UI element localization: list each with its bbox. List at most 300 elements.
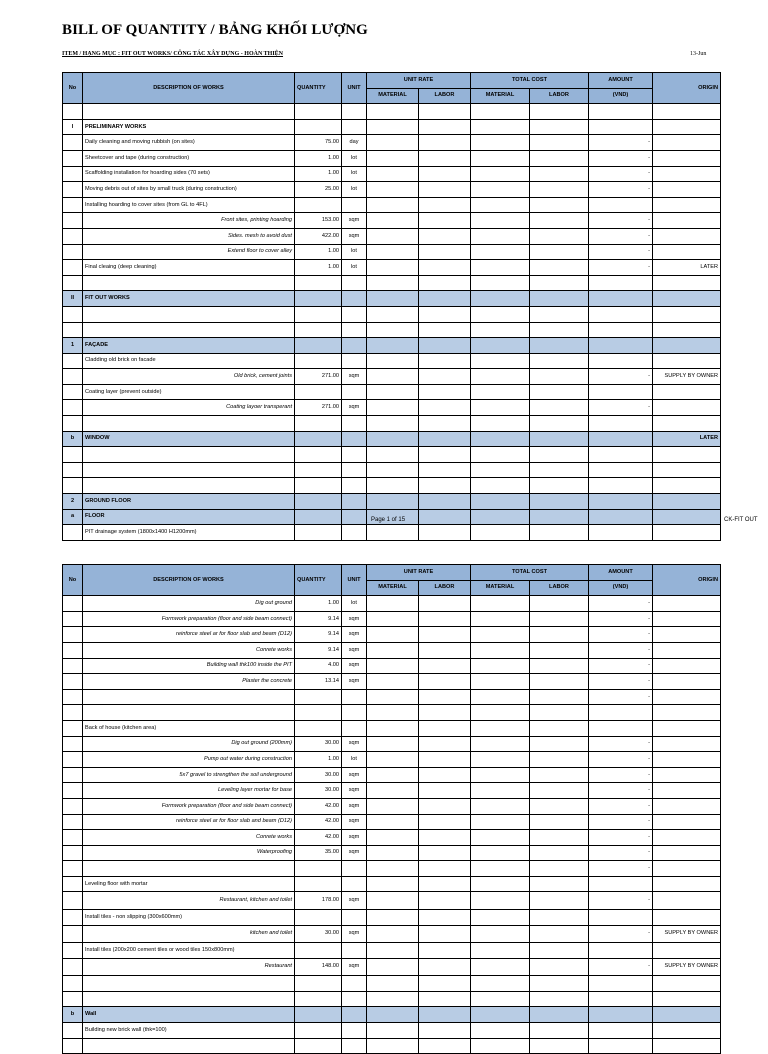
cell-no <box>63 275 83 291</box>
cell-unit <box>342 1022 367 1038</box>
header-quantity: QUANTITY <box>295 565 342 596</box>
cell-cost-labor <box>530 611 589 627</box>
cell-rate-material <box>367 119 419 135</box>
cell-description: Extend floor to cover alley <box>83 244 295 260</box>
cell-cost-material <box>471 627 530 643</box>
cell-rate-material <box>367 431 419 447</box>
cell-description: Building new brick wall (thk=100) <box>83 1022 295 1038</box>
cell-rate-material <box>367 1007 419 1023</box>
cell-amount <box>589 1022 653 1038</box>
cell-cost-labor <box>530 400 589 416</box>
cell-description <box>83 991 295 1007</box>
cell-rate-material <box>367 943 419 959</box>
cell-cost-labor <box>530 783 589 799</box>
cell-cost-labor <box>530 525 589 541</box>
cell-quantity <box>295 275 342 291</box>
cell-description: Pump out water during construction <box>83 752 295 768</box>
item-row <box>63 182 721 198</box>
cell-amount <box>589 104 653 120</box>
cell-cost-material <box>471 1022 530 1038</box>
cell-rate-labor <box>419 353 471 369</box>
cell-description: 5x7 gravel to strengthen the soil underground <box>83 767 295 783</box>
cell-cost-material <box>471 705 530 721</box>
cell-no: b <box>63 431 83 447</box>
cell-cost-labor <box>530 213 589 229</box>
header-origin: ORIGIN <box>653 73 721 104</box>
cell-amount <box>589 275 653 291</box>
cell-rate-labor <box>419 322 471 338</box>
cell-cost-material <box>471 976 530 992</box>
cell-cost-material <box>471 478 530 494</box>
cell-cost-material <box>471 135 530 151</box>
cell-rate-labor <box>419 767 471 783</box>
cell-quantity: 1.00 <box>295 150 342 166</box>
cell-rate-material <box>367 182 419 198</box>
cell-no <box>63 861 83 877</box>
cell-quantity <box>295 416 342 432</box>
cell-origin <box>653 213 721 229</box>
cell-rate-material <box>367 228 419 244</box>
cell-rate-labor <box>419 431 471 447</box>
cell-amount <box>589 322 653 338</box>
cell-cost-material <box>471 213 530 229</box>
cell-unit: sqm <box>342 627 367 643</box>
cell-origin <box>653 1007 721 1023</box>
cell-description <box>83 1038 295 1054</box>
cell-description: Leveling floor with mortar <box>83 876 295 892</box>
cell-origin <box>653 892 721 910</box>
sheet-name: CK-FIT OUT <box>724 517 758 523</box>
cell-description: Wall <box>83 1007 295 1023</box>
cell-cost-labor <box>530 416 589 432</box>
cell-amount <box>589 431 653 447</box>
cell-no <box>63 213 83 229</box>
cell-origin <box>653 976 721 992</box>
cell-cost-labor <box>530 627 589 643</box>
cell-no <box>63 400 83 416</box>
cell-rate-material <box>367 197 419 213</box>
cell-description: Leveling layer mortar for base <box>83 783 295 799</box>
cell-rate-material <box>367 876 419 892</box>
cell-amount: - <box>589 736 653 752</box>
cell-cost-material <box>471 861 530 877</box>
cell-origin <box>653 627 721 643</box>
item-row <box>63 958 721 976</box>
cell-rate-material <box>367 909 419 925</box>
cell-origin <box>653 104 721 120</box>
cell-description <box>83 306 295 322</box>
cell-cost-material <box>471 720 530 736</box>
cell-quantity: 422.00 <box>295 228 342 244</box>
cell-cost-labor <box>530 182 589 198</box>
cell-no <box>63 306 83 322</box>
blank-row <box>63 705 721 721</box>
cell-description: PIT drainage system (1800x1400 H1200mm) <box>83 525 295 541</box>
cell-cost-labor <box>530 369 589 385</box>
cell-origin: SUPPLY BY OWNER <box>653 958 721 976</box>
cell-unit <box>342 197 367 213</box>
cell-rate-material <box>367 976 419 992</box>
cell-quantity: 178.00 <box>295 892 342 910</box>
cell-origin <box>653 861 721 877</box>
cell-rate-material <box>367 814 419 830</box>
cell-rate-labor <box>419 104 471 120</box>
cell-no <box>63 369 83 385</box>
cell-description: Dig out ground <box>83 596 295 612</box>
cell-origin <box>653 830 721 846</box>
item-row <box>63 1022 721 1038</box>
cell-cost-labor <box>530 431 589 447</box>
cell-description: Install tiles (200x200 cement tiles or wood tiles 150x800mm) <box>83 943 295 959</box>
cell-rate-material <box>367 925 419 943</box>
cell-no <box>63 478 83 494</box>
cell-description: FAÇADE <box>83 338 295 354</box>
header-quantity: QUANTITY <box>295 73 342 104</box>
blank-row <box>63 306 721 322</box>
cell-amount: - <box>589 892 653 910</box>
cell-unit <box>342 447 367 463</box>
cell-quantity <box>295 119 342 135</box>
cell-origin <box>653 783 721 799</box>
item-row <box>63 596 721 612</box>
cell-cost-material <box>471 244 530 260</box>
cell-no: b <box>63 1007 83 1023</box>
item-row <box>63 689 721 705</box>
cell-cost-labor <box>530 705 589 721</box>
cell-unit <box>342 876 367 892</box>
cell-no <box>63 104 83 120</box>
cell-unit: sqm <box>342 658 367 674</box>
cell-cost-labor <box>530 876 589 892</box>
header-description: DESCRIPTION OF WORKS <box>83 73 295 104</box>
cell-amount <box>589 1007 653 1023</box>
cell-rate-labor <box>419 1022 471 1038</box>
cell-rate-material <box>367 674 419 690</box>
blank-row <box>63 1038 721 1054</box>
cell-quantity: 271.00 <box>295 369 342 385</box>
cell-origin <box>653 736 721 752</box>
cell-origin <box>653 767 721 783</box>
cell-description: WINDOW <box>83 431 295 447</box>
cell-unit <box>342 861 367 877</box>
cell-amount: - <box>589 182 653 198</box>
cell-rate-material <box>367 783 419 799</box>
item-row <box>63 369 721 385</box>
cell-unit: sqm <box>342 611 367 627</box>
item-row <box>63 642 721 658</box>
cell-cost-material <box>471 462 530 478</box>
cell-amount: - <box>589 958 653 976</box>
cell-no <box>63 322 83 338</box>
cell-amount: - <box>589 400 653 416</box>
cell-cost-material <box>471 658 530 674</box>
boq-table-page-2 <box>62 564 721 1054</box>
cell-rate-material <box>367 958 419 976</box>
cell-cost-material <box>471 447 530 463</box>
cell-rate-labor <box>419 814 471 830</box>
item-row <box>63 611 721 627</box>
cell-cost-labor <box>530 275 589 291</box>
cell-amount <box>589 525 653 541</box>
cell-cost-material <box>471 150 530 166</box>
cell-quantity: 4.00 <box>295 658 342 674</box>
cell-quantity <box>295 431 342 447</box>
cell-amount <box>589 119 653 135</box>
cell-no: 2 <box>63 494 83 510</box>
cell-rate-labor <box>419 845 471 861</box>
table-2-body <box>63 565 721 1054</box>
cell-rate-material <box>367 658 419 674</box>
cell-rate-labor <box>419 658 471 674</box>
cell-origin <box>653 798 721 814</box>
cell-quantity <box>295 861 342 877</box>
header-row <box>63 565 721 581</box>
cell-quantity: 42.00 <box>295 830 342 846</box>
cell-rate-material <box>367 384 419 400</box>
cell-cost-material <box>471 306 530 322</box>
cell-no: a <box>63 509 83 525</box>
cell-rate-labor <box>419 596 471 612</box>
item-row <box>63 119 721 135</box>
item-row <box>63 814 721 830</box>
cell-rate-labor <box>419 213 471 229</box>
page-number: Page 1 of 15 <box>371 517 406 523</box>
cell-rate-material <box>367 1022 419 1038</box>
section-row <box>63 494 721 510</box>
cell-origin <box>653 119 721 135</box>
cell-no <box>63 228 83 244</box>
cell-rate-labor <box>419 150 471 166</box>
cell-origin <box>653 384 721 400</box>
cell-description: kitchen and toilet <box>83 925 295 943</box>
cell-rate-labor <box>419 909 471 925</box>
cell-cost-material <box>471 182 530 198</box>
item-row <box>63 400 721 416</box>
cell-rate-labor <box>419 861 471 877</box>
cell-cost-material <box>471 611 530 627</box>
cell-amount: - <box>589 783 653 799</box>
cell-cost-labor <box>530 228 589 244</box>
cell-unit: sqm <box>342 228 367 244</box>
item-row <box>63 892 721 910</box>
cell-origin <box>653 135 721 151</box>
cell-no <box>63 705 83 721</box>
cell-unit: day <box>342 135 367 151</box>
header-cost-labor: LABOR <box>530 580 589 596</box>
cell-rate-labor <box>419 798 471 814</box>
cell-cost-labor <box>530 166 589 182</box>
cell-no <box>63 736 83 752</box>
header-cost-material: MATERIAL <box>471 580 530 596</box>
cell-origin <box>653 462 721 478</box>
cell-amount <box>589 197 653 213</box>
cell-cost-labor <box>530 384 589 400</box>
cell-rate-labor <box>419 976 471 992</box>
cell-cost-labor <box>530 338 589 354</box>
cell-rate-material <box>367 830 419 846</box>
cell-rate-material <box>367 1038 419 1054</box>
cell-description: Restaurant <box>83 958 295 976</box>
cell-description <box>83 976 295 992</box>
cell-rate-labor <box>419 752 471 768</box>
cell-quantity <box>295 478 342 494</box>
cell-origin <box>653 611 721 627</box>
cell-rate-labor <box>419 478 471 494</box>
cell-origin <box>653 509 721 525</box>
cell-rate-labor <box>419 642 471 658</box>
cell-quantity <box>295 689 342 705</box>
cell-description: Back of house (kitchen area) <box>83 720 295 736</box>
cell-no <box>63 260 83 276</box>
cell-cost-labor <box>530 447 589 463</box>
cell-unit <box>342 1038 367 1054</box>
cell-rate-labor <box>419 306 471 322</box>
cell-amount <box>589 384 653 400</box>
cell-cost-material <box>471 876 530 892</box>
cell-unit: sqm <box>342 369 367 385</box>
cell-cost-labor <box>530 596 589 612</box>
cell-origin: SUPPLY BY OWNER <box>653 369 721 385</box>
cell-amount: - <box>589 674 653 690</box>
cell-amount <box>589 338 653 354</box>
cell-quantity: 153.00 <box>295 213 342 229</box>
cell-cost-material <box>471 353 530 369</box>
cell-amount: - <box>589 689 653 705</box>
cell-unit: sqm <box>342 674 367 690</box>
cell-rate-labor <box>419 119 471 135</box>
cell-rate-labor <box>419 876 471 892</box>
cell-rate-material <box>367 338 419 354</box>
cell-rate-material <box>367 689 419 705</box>
cell-cost-material <box>471 166 530 182</box>
cell-cost-material <box>471 1007 530 1023</box>
cell-rate-labor <box>419 689 471 705</box>
cell-cost-labor <box>530 478 589 494</box>
cell-amount: - <box>589 166 653 182</box>
cell-quantity: 1.00 <box>295 260 342 276</box>
cell-origin <box>653 705 721 721</box>
cell-amount: - <box>589 150 653 166</box>
cell-no <box>63 767 83 783</box>
cell-description: Install tiles - non slipping (300x600mm) <box>83 909 295 925</box>
cell-cost-material <box>471 830 530 846</box>
item-row <box>63 197 721 213</box>
cell-quantity <box>295 338 342 354</box>
cell-origin <box>653 338 721 354</box>
cell-origin <box>653 642 721 658</box>
cell-unit: lot <box>342 166 367 182</box>
cell-cost-labor <box>530 958 589 976</box>
header-rate-labor: LABOR <box>419 580 471 596</box>
cell-cost-labor <box>530 104 589 120</box>
cell-rate-labor <box>419 384 471 400</box>
cell-cost-labor <box>530 830 589 846</box>
item-row <box>63 876 721 892</box>
cell-quantity: 30.00 <box>295 783 342 799</box>
cell-rate-labor <box>419 244 471 260</box>
blank-row <box>63 991 721 1007</box>
cell-origin <box>653 150 721 166</box>
cell-origin <box>653 244 721 260</box>
cell-amount <box>589 306 653 322</box>
item-row <box>63 783 721 799</box>
cell-no <box>63 1022 83 1038</box>
cell-cost-material <box>471 197 530 213</box>
cell-rate-labor <box>419 166 471 182</box>
cell-description: Moving debris out of sites by small truck (during construction) <box>83 182 295 198</box>
cell-quantity: 9.14 <box>295 627 342 643</box>
cell-no <box>63 658 83 674</box>
blank-row <box>63 104 721 120</box>
cell-description: Daily cleaning and moving rubbish (on sites) <box>83 135 295 151</box>
cell-rate-labor <box>419 674 471 690</box>
cell-origin <box>653 166 721 182</box>
cell-no <box>63 925 83 943</box>
cell-cost-labor <box>530 197 589 213</box>
cell-cost-labor <box>530 861 589 877</box>
cell-description: reinforce steel ar for floor slab and beam (D12) <box>83 814 295 830</box>
section-row <box>63 338 721 354</box>
cell-no <box>63 150 83 166</box>
cell-cost-labor <box>530 119 589 135</box>
cell-cost-labor <box>530 260 589 276</box>
document-date: 13-Jun <box>690 51 707 57</box>
cell-description: Formwork preparation (floor and side beam connect) <box>83 611 295 627</box>
cell-no <box>63 611 83 627</box>
cell-quantity: 1.00 <box>295 166 342 182</box>
cell-cost-labor <box>530 925 589 943</box>
cell-quantity: 148.00 <box>295 958 342 976</box>
cell-quantity: 25.00 <box>295 182 342 198</box>
cell-rate-labor <box>419 958 471 976</box>
cell-cost-labor <box>530 976 589 992</box>
cell-rate-labor <box>419 447 471 463</box>
cell-cost-material <box>471 845 530 861</box>
cell-quantity <box>295 876 342 892</box>
cell-cost-labor <box>530 494 589 510</box>
cell-description: GROUND FLOOR <box>83 494 295 510</box>
cell-quantity <box>295 104 342 120</box>
cell-amount: - <box>589 627 653 643</box>
cell-origin <box>653 525 721 541</box>
cell-no <box>63 830 83 846</box>
cell-unit: lot <box>342 150 367 166</box>
item-row <box>63 861 721 877</box>
cell-origin <box>653 876 721 892</box>
cell-no <box>63 197 83 213</box>
cell-description: Final cleaing (deep cleaning) <box>83 260 295 276</box>
cell-rate-labor <box>419 736 471 752</box>
header-unit-rate: UNIT RATE <box>367 73 471 89</box>
cell-description <box>83 275 295 291</box>
cell-unit <box>342 494 367 510</box>
item-row <box>63 925 721 943</box>
cell-rate-material <box>367 611 419 627</box>
cell-rate-material <box>367 322 419 338</box>
cell-amount: - <box>589 260 653 276</box>
cell-description: Sheetcover and tape (during construction) <box>83 150 295 166</box>
cell-unit: sqm <box>342 830 367 846</box>
cell-description <box>83 689 295 705</box>
cell-quantity <box>295 909 342 925</box>
cell-quantity <box>295 991 342 1007</box>
cell-rate-material <box>367 260 419 276</box>
cell-rate-labor <box>419 494 471 510</box>
cell-rate-material <box>367 104 419 120</box>
cell-cost-labor <box>530 752 589 768</box>
header-total-cost: TOTAL COST <box>471 73 589 89</box>
cell-rate-labor <box>419 228 471 244</box>
